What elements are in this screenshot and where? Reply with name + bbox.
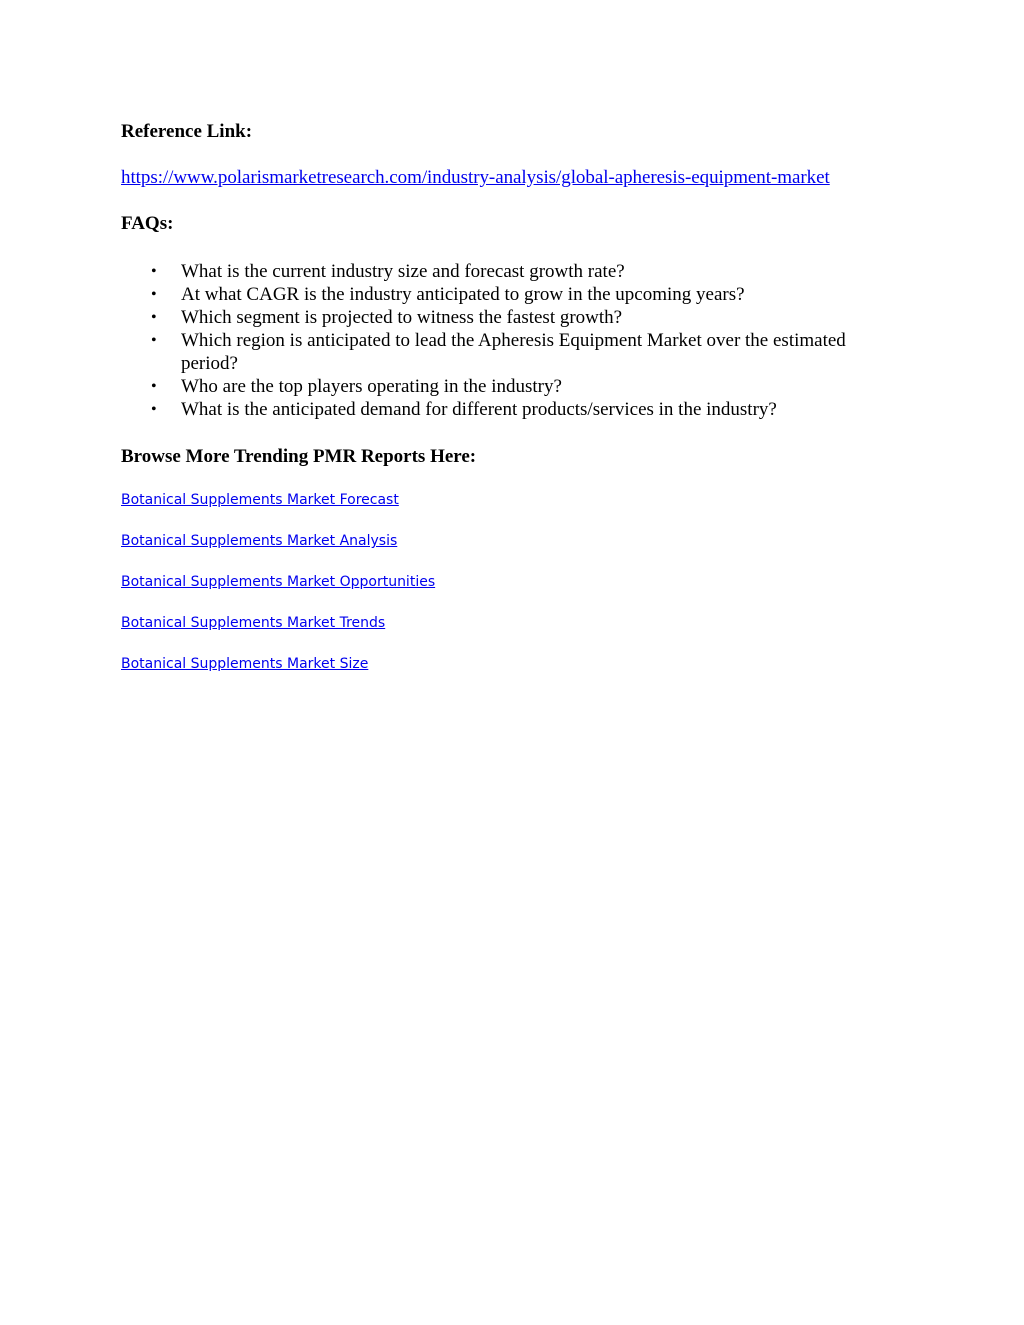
faq-text: What is the current industry size and forecast growth rate? [181,261,625,282]
reference-link-heading: Reference Link: [121,121,253,142]
bullet-icon: • [151,378,157,395]
faq-list [121,260,911,421]
trending-reports-links [121,491,911,673]
faqs-heading: FAQs: [121,213,174,234]
bullet-icon: • [151,263,157,280]
faq-text: Which region is anticipated to lead the Apheresis Equipment Market over the estimated period? [181,330,846,374]
report-link-analysis[interactable]: Botanical Supplements Market Analysis [121,533,398,549]
faq-text: Which segment is projected to witness the fastest growth? [181,307,623,328]
faq-item [121,260,891,283]
faq-item [121,375,891,398]
reference-url-link[interactable]: https://www.polarismarketresearch.com/industry-analysis/global-apheresis-equipment-market [121,167,830,188]
document-page [121,118,911,696]
report-link-size[interactable]: Botanical Supplements Market Size [121,656,369,672]
faq-item [121,329,891,375]
browse-reports-heading: Browse More Trending PMR Reports Here: [121,446,477,467]
bullet-icon: • [151,309,157,326]
faq-item [121,283,891,306]
bullet-icon: • [151,401,157,418]
faq-text: What is the anticipated demand for different products/services in the industry? [181,399,777,420]
report-link-opportunities[interactable]: Botanical Supplements Market Opportunities [121,574,436,590]
bullet-icon: • [151,286,157,303]
faq-text: Who are the top players operating in the industry? [181,376,562,397]
faq-item [121,398,891,421]
faq-text: At what CAGR is the industry anticipated to grow in the upcoming years? [181,284,745,305]
faq-item [121,306,891,329]
bullet-icon: • [151,332,157,349]
report-link-forecast[interactable]: Botanical Supplements Market Forecast [121,492,399,508]
report-link-trends[interactable]: Botanical Supplements Market Trends [121,615,386,631]
